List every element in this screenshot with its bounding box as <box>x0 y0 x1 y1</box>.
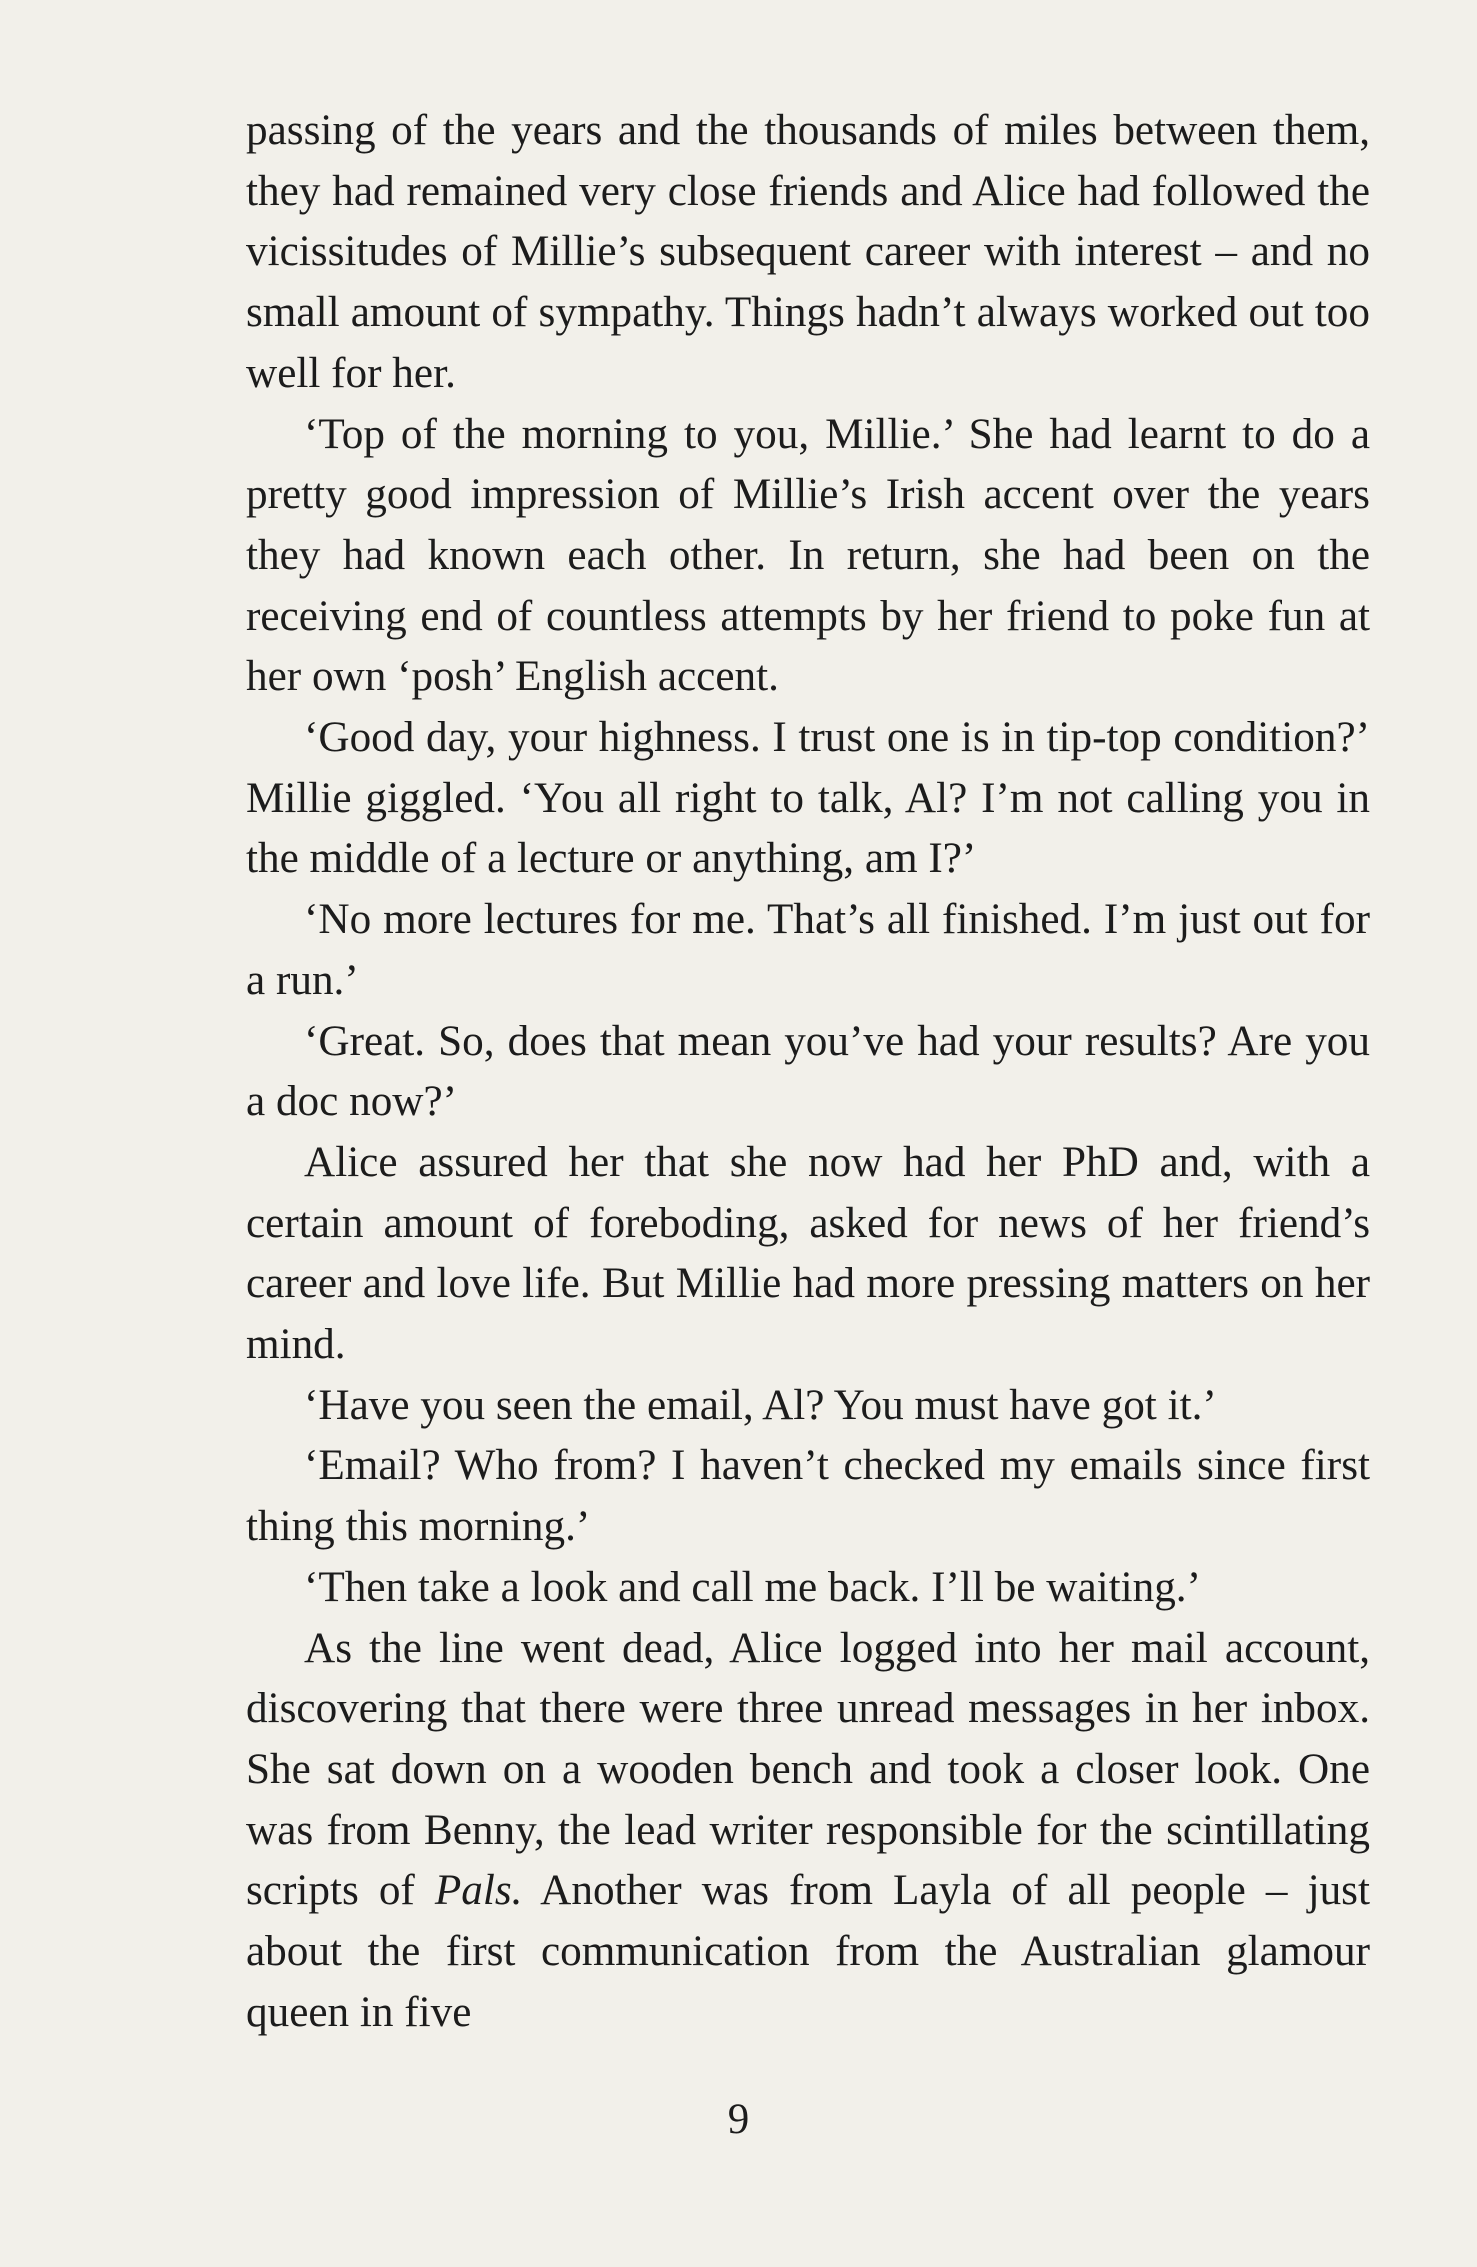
paragraph-4: ‘No more lectures for me. That’s all finished. I’m just out for a run.’ <box>246 896 1370 1004</box>
paragraph-3: ‘Good day, your highness. I trust one is in tip-top condition?’ Millie giggled. ‘You all right to talk, Al? I’m not calling you in the middle of a lecture or anything, am I?’ <box>246 714 1370 883</box>
paragraph-7: ‘Have you seen the email, Al? You must have got it.’ <box>304 1381 1217 1429</box>
body-text <box>246 101 1370 2044</box>
paragraph-5: ‘Great. So, does that mean you’ve had your results? Are you a doc now?’ <box>246 1017 1370 1126</box>
page-number: 9 <box>727 2096 750 2143</box>
paragraph-6: Alice assured her that she now had her PhD and, with a certain amount of foreboding, asked for news of her friend’s career and love life. But Millie had more pressing matters on her mind. <box>246 1138 1370 1369</box>
paragraph-1: passing of the years and the thousands of miles between them, they had remained very close friends and Alice had followed the vicissitudes of Millie’s subsequent career with interest – and no small amount of sympathy. Things hadn’t always worked out too well for her. <box>246 107 1370 397</box>
paragraph-9: ‘Then take a look and call me back. I’ll be waiting.’ <box>304 1563 1201 1611</box>
paragraph-2: ‘Top of the morning to you, Millie.’ She had learnt to do a pretty good impression of Millie’s Irish accent over the years they had known each other. In return, she had been on the receiving end of countless attempts by her friend to poke fun at her own ‘posh’ English accent. <box>246 410 1370 701</box>
paragraph-10 <box>246 1619 1370 2044</box>
paragraph-8: ‘Email? Who from? I haven’t checked my emails since first thing this morning.’ <box>246 1442 1370 1551</box>
show-title-italic: Pals. <box>434 1867 523 1915</box>
paragraph-10-text: As the line went dead, Alice logged into her mail account, discovering that there were three unread messages in her inbox. She sat down on a wooden bench and took a closer look. One was from Benny, the lead writer responsible for the scintillating scripts of <box>246 1624 1370 1915</box>
paragraph-10-continued: Another was from Layla of all people – just about the first communication from the Australian glamour queen in five <box>246 1867 1370 2036</box>
